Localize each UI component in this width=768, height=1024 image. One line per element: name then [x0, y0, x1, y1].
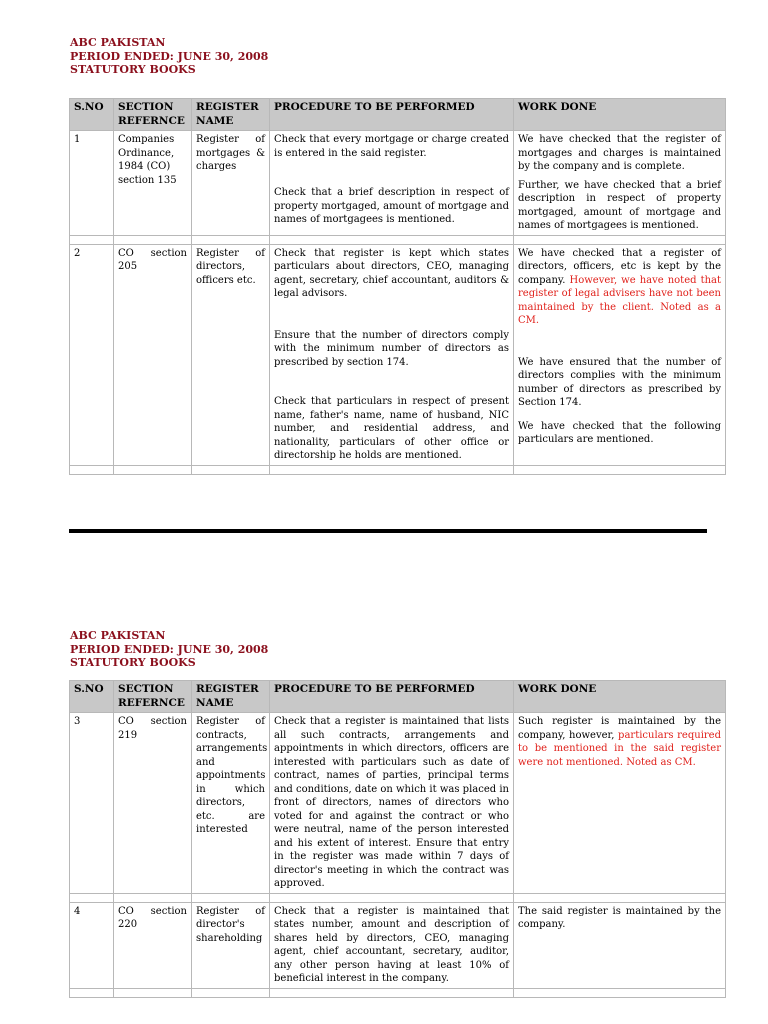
procedure-text: Check that particulars in respect of present name, father's name, name of husband, NIC number, and residential address, and nationality, particulars of other office or directorship he holds are mentioned. [274, 396, 509, 461]
procedure-text: Check that register is kept which states particulars about directors, CEO, managing agent, secretary, chief accountant, auditors & legal advisors. [274, 247, 509, 299]
table-row [70, 902, 726, 988]
table-row [70, 244, 726, 465]
row-work-done: The said register is maintained by the company. [514, 902, 726, 988]
procedure-text: Check that every mortgage or charge created is entered in the said register. [274, 134, 509, 159]
row-register: Register of contracts, arrangements and appointments in which directors, etc. are interested [192, 713, 270, 894]
statutory-books-table-2 [69, 680, 726, 998]
spacer-row [70, 988, 726, 997]
col-header-sno: S.NO [70, 99, 114, 131]
row-procedure [270, 244, 514, 465]
row-section: CO section 205 [114, 244, 192, 465]
page-header-2 [70, 629, 268, 670]
work-done-text: We have checked that the register of mortgages and charges is maintained by the company and is complete. [518, 134, 721, 172]
col-header-section-reference: SECTION REFERNCE [114, 681, 192, 713]
col-header-register-name: REGISTER NAME [192, 681, 270, 713]
procedure-text: Ensure that the number of directors comply with the minimum number of directors as prescribed by section 174. [274, 329, 509, 368]
work-done-text [518, 247, 721, 328]
company-name: ABC PAKISTAN [70, 36, 166, 49]
work-done-text: We have checked that the following particulars are mentioned. [518, 420, 721, 445]
page-divider [69, 529, 707, 533]
spacer-row [70, 893, 726, 902]
row-procedure: Check that a register is maintained that states number, amount and description of shares held by directors, CEO, managing agent, chief accountant, secretary, auditor, any other person having at least 10% of beneficial interest in the company. [270, 902, 514, 988]
col-header-section-reference: SECTION REFERNCE [114, 99, 192, 131]
spacer-row [70, 235, 726, 244]
col-header-sno: S.NO [70, 681, 114, 713]
procedure-text: Check that a brief description in respect of property mortgaged, amount of mortgage and names of mortgagees is mentioned. [274, 187, 509, 225]
row-section: CO section 220 [114, 902, 192, 988]
row-work-done [514, 131, 726, 236]
work-done-text: Further, we have checked that a brief description in respect of property mortgaged, amount of mortgage and names of mortgagees is mentioned. [518, 179, 721, 231]
row-sno: 4 [70, 902, 114, 988]
col-header-work-done: WORK DONE [514, 99, 726, 131]
page-header-1 [70, 36, 268, 77]
control-matter-note: particulars required to be mentioned in the said register were not mentioned. Noted as CM. [518, 729, 721, 768]
col-header-procedure: PROCEDURE TO BE PERFORMED [270, 99, 514, 131]
period-ended: PERIOD ENDED: JUNE 30, 2008 [70, 49, 269, 63]
work-done-text-part: We have checked that a register of directors, officers, etc is kept by the company. [518, 247, 721, 286]
work-done-text-part: Such register is maintained by the company, however, [518, 716, 721, 741]
spacer-row [70, 465, 726, 474]
row-register: Register of director's shareholding [192, 902, 270, 988]
row-procedure [270, 131, 514, 236]
table-header-row [70, 681, 726, 713]
work-done-text: We have ensured that the number of directors complies with the minimum number of directors as prescribed by Section 174. [518, 356, 721, 408]
row-section: Companies Ordinance, 1984 (CO) section 135 [114, 131, 192, 236]
period-ended: PERIOD ENDED: JUNE 30, 2008 [70, 642, 269, 656]
table-row [70, 713, 726, 894]
table-header-row [70, 99, 726, 131]
row-sno: 3 [70, 713, 114, 894]
row-work-done [514, 244, 726, 465]
row-procedure: Check that a register is maintained that lists all such contracts, arrangements and appointments in which directors, officers are interested with particulars such as date of contract, names of parties, principal terms and conditions, date on which it was placed in front of directors, names of directors who voted for and against the contract or who were neutral, name of the person interested and his extent of interest. Ensure that entry in the register was made within 7 days of director's meeting in which the contract was approved. [270, 713, 514, 894]
row-sno: 2 [70, 244, 114, 465]
row-register: Register of directors, officers etc. [192, 244, 270, 465]
table-row [70, 131, 726, 236]
col-header-work-done: WORK DONE [514, 681, 726, 713]
control-matter-note: However, we have noted that register of legal advisers have not been maintained by the client. Noted as a CM. [518, 274, 722, 326]
row-register: Register of mortgages & charges [192, 131, 270, 236]
row-sno: 1 [70, 131, 114, 236]
row-section: CO section 219 [114, 713, 192, 894]
row-work-done [514, 713, 726, 894]
company-name: ABC PAKISTAN [70, 629, 166, 642]
col-header-procedure: PROCEDURE TO BE PERFORMED [270, 681, 514, 713]
col-header-register-name: REGISTER NAME [192, 99, 270, 131]
document-title: STATUTORY BOOKS [70, 656, 196, 669]
statutory-books-table-1 [69, 98, 726, 475]
document-title: STATUTORY BOOKS [70, 63, 196, 76]
